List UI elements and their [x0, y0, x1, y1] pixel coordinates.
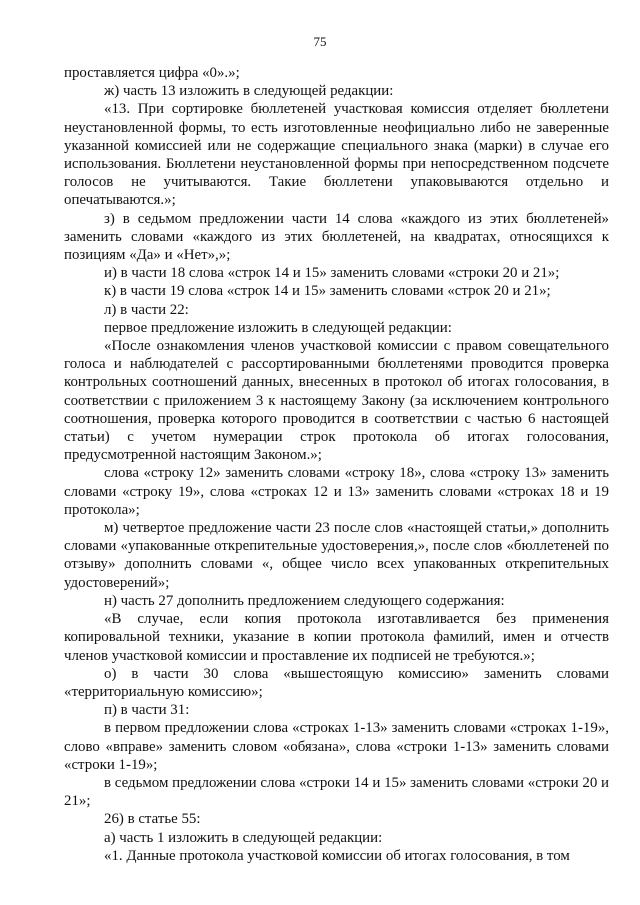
paragraph: 26) в статье 55: [104, 811, 201, 828]
page-number: 75 [313, 34, 327, 49]
paragraph: слова «строку 12» заменить словами «строку 18», слова «строку 13» заменить словами «строку 19», слова «строках 12 и 13» заменить словами «строках 18 и 19 протокола»; [64, 465, 609, 518]
paragraph: а) часть 1 изложить в следующей редакции: [104, 829, 383, 846]
paragraph: и) в части 18 слова «строк 14 и 15» заменить словами «строки 20 и 21»; [104, 265, 560, 282]
paragraph: «В случае, если копия протокола изготавливается без применения копировальной техники, указание в копии протокола фамилий, имен и отчеств членов участковой комиссии и проставление их подписей не требуются.»; [64, 611, 609, 664]
paragraph: о) в части 30 слова «вышестоящую комиссию» заменить словами «территориальную комиссию»; [64, 665, 609, 700]
paragraph: з) в седьмом предложении части 14 слова «каждого из этих бюллетеней» заменить словами «каждого из этих бюллетеней, на квадратах, относящихся к позициям «Да» и «Нет»,»; [64, 210, 609, 264]
paragraph: проставляется цифра «0».»; [64, 65, 240, 81]
paragraph: л) в части 22: [104, 301, 189, 318]
paragraph: м) четвертое предложение части 23 после слов «настоящей статьи,» дополнить словами «упакованные открепительные удостоверения,», после слов «бюллетеней по отзыву» дополнить словами «, общее число всех упакованных открепительных удостоверений»; [64, 520, 609, 591]
page-body [64, 64, 609, 865]
paragraph: к) в части 19 слова «строк 14 и 15» заменить словами «строк 20 и 21»; [104, 283, 551, 300]
paragraph: первое предложение изложить в следующей редакции: [104, 319, 452, 336]
paragraph: «13. При сортировке бюллетеней участковая комиссия отделяет бюллетени неустановленной формы, то есть изготовленные неофициально либо не заверенные указанной комиссией или не содержащие специального знака (марки) в случае его использования. Бюллетени неустановленной формы при непосредственном подсчете голосов не учитываются. Такие бюллетени упаковываются отдельно и опечатываются.»; [64, 101, 609, 209]
paragraph: ж) часть 13 изложить в следующей редакции: [104, 83, 394, 100]
paragraph: «После ознакомления членов участковой комиссии с правом совещательного голоса и наблюдателей с рассортированными бюллетенями проводится проверка контрольных соотношений данных, внесенных в протокол об итогах голосования, в соответствии с приложением 3 к настоящему Закону (за исключением контрольного соотношения, проверка которого проводится в соответствии с частью 6 настоящей статьи) с учетом нумерации строк протокола об итогах голосования, предусмотренной настоящим Законом.»; [64, 338, 609, 464]
paragraph: п) в части 31: [104, 702, 190, 719]
paragraph: «1. Данные протокола участковой комиссии об итогах голосования, в том [104, 847, 570, 864]
paragraph: в первом предложении слова «строках 1-13» заменить словами «строках 1-19», слово «вправе» заменить словом «обязана», слова «строки 1-13» заменить словами «строки 1-19»; [64, 720, 609, 773]
paragraph: н) часть 27 дополнить предложением следующего содержания: [104, 592, 505, 609]
paragraph: в седьмом предложении слова «строки 14 и 15» заменить словами «строки 20 и 21»; [64, 774, 609, 810]
